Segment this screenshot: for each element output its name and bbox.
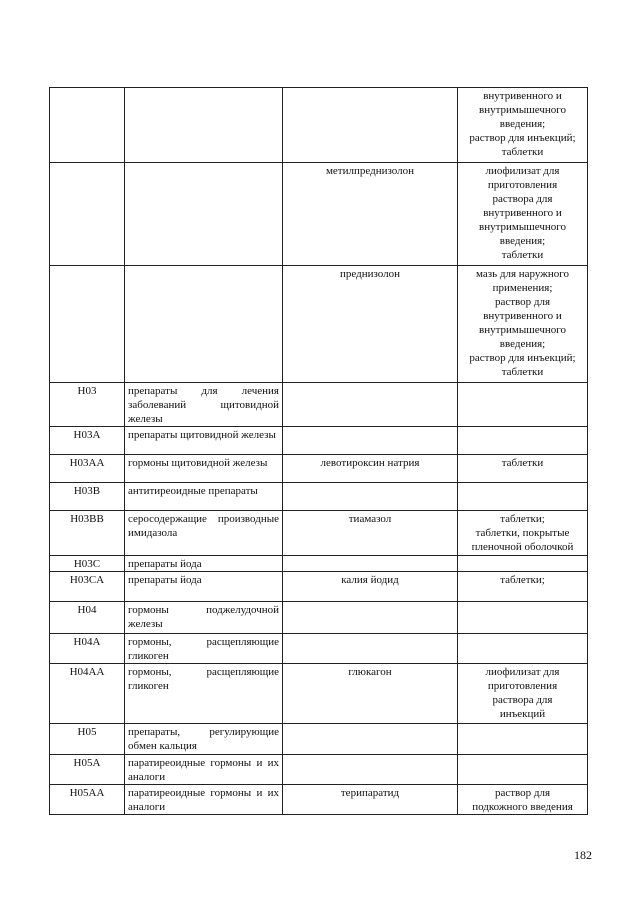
dosage-form-line: мазь для наружного xyxy=(476,268,569,280)
atc-code-cell: H05 xyxy=(50,724,125,755)
dosage-form-cell xyxy=(458,724,588,755)
group-name-cell xyxy=(125,88,283,163)
page-number: 182 xyxy=(574,848,592,862)
table-row xyxy=(50,634,588,664)
dosage-form-cell xyxy=(458,755,588,785)
atc-code-cell: H05A xyxy=(50,755,125,785)
dosage-form-cell xyxy=(458,664,588,724)
drug-name-cell: калия йодид xyxy=(283,572,458,602)
drug-name-cell xyxy=(283,483,458,511)
group-name-cell: препараты для лечения заболеваний щитовидной железы xyxy=(125,383,283,427)
drug-name-cell xyxy=(283,427,458,455)
group-name-cell: препараты щитовидной железы xyxy=(125,427,283,455)
dosage-form-cell xyxy=(458,483,588,511)
dosage-form-line: лиофилизат для xyxy=(485,666,560,678)
atc-code-cell: H03A xyxy=(50,427,125,455)
table-row xyxy=(50,163,588,266)
table-row xyxy=(50,724,588,755)
atc-code-cell xyxy=(50,266,125,383)
atc-code-cell: H04A xyxy=(50,634,125,664)
table-row xyxy=(50,427,588,455)
drug-name-cell: глюкагон xyxy=(283,664,458,724)
dosage-form-line: внутривенного и xyxy=(483,310,562,322)
dosage-form-cell xyxy=(458,634,588,664)
table-row xyxy=(50,88,588,163)
drug-name-cell xyxy=(283,383,458,427)
table-row xyxy=(50,383,588,427)
group-name-cell: паратиреоидные гормоны и их аналоги xyxy=(125,755,283,785)
group-name-cell: паратиреоидные гормоны и их аналоги xyxy=(125,785,283,815)
dosage-form-line: внутривенного и xyxy=(483,207,562,219)
drug-name-cell: преднизолон xyxy=(283,266,458,383)
drug-name-cell: тиамазол xyxy=(283,511,458,556)
dosage-form-cell xyxy=(458,266,588,383)
dosage-form-line: подкожного введения xyxy=(472,801,573,813)
atc-code-cell: H04 xyxy=(50,602,125,634)
drug-name-cell xyxy=(283,634,458,664)
table-row xyxy=(50,572,588,602)
dosage-form-cell xyxy=(458,572,588,602)
dosage-form-line: приготовления xyxy=(487,179,558,191)
group-name-cell: препараты йода xyxy=(125,556,283,572)
dosage-form-line: внутривенного и xyxy=(483,90,562,102)
group-name-cell: гормоны, расщепляющие гликоген xyxy=(125,664,283,724)
dosage-form-line: таблетки xyxy=(501,457,544,469)
group-name-cell: антитиреоидные препараты xyxy=(125,483,283,511)
dosage-form-line: внутримышечного xyxy=(479,324,566,336)
dosage-form-line: введения; xyxy=(499,338,546,350)
group-name-cell: препараты йода xyxy=(125,572,283,602)
table-row xyxy=(50,602,588,634)
drug-name-cell: метилпреднизолон xyxy=(283,163,458,266)
drug-name-cell xyxy=(283,556,458,572)
table-row xyxy=(50,511,588,556)
dosage-form-line: раствора для xyxy=(492,694,553,706)
table-row xyxy=(50,266,588,383)
dosage-form-cell xyxy=(458,785,588,815)
dosage-form-line: введения; xyxy=(499,118,546,130)
dosage-form-cell xyxy=(458,88,588,163)
atc-code-cell: H05AA xyxy=(50,785,125,815)
dosage-form-line: инъекций xyxy=(499,708,546,720)
dosage-form-line: раствора для xyxy=(492,193,553,205)
drug-table xyxy=(49,87,588,815)
dosage-form-cell xyxy=(458,383,588,427)
atc-code-cell xyxy=(50,163,125,266)
dosage-form-line: введения; xyxy=(499,235,546,247)
drug-table-body xyxy=(50,88,588,815)
drug-name-cell xyxy=(283,602,458,634)
table-row xyxy=(50,556,588,572)
dosage-form-line: внутримышечного xyxy=(479,104,566,116)
dosage-form-line: раствор для xyxy=(494,787,551,799)
dosage-form-cell xyxy=(458,602,588,634)
drug-name-cell xyxy=(283,724,458,755)
atc-code-cell: H03AA xyxy=(50,455,125,483)
atc-code-cell: H03 xyxy=(50,383,125,427)
group-name-cell: гормоны щитовидной железы xyxy=(125,455,283,483)
dosage-form-cell xyxy=(458,427,588,455)
table-row xyxy=(50,785,588,815)
drug-name-cell xyxy=(283,755,458,785)
atc-code-cell: H03BB xyxy=(50,511,125,556)
drug-name-cell xyxy=(283,88,458,163)
group-name-cell: гормоны поджелудочной железы xyxy=(125,602,283,634)
dosage-form-line: таблетки; xyxy=(500,513,545,525)
atc-code-cell: H03CA xyxy=(50,572,125,602)
atc-code-cell: H03B xyxy=(50,483,125,511)
drug-name-cell: левотироксин натрия xyxy=(283,455,458,483)
group-name-cell: гормоны, расщепляющие гликоген xyxy=(125,634,283,664)
dosage-form-line: таблетки xyxy=(501,366,544,378)
group-name-cell: серосодержащие производные имидазола xyxy=(125,511,283,556)
dosage-form-line: таблетки xyxy=(501,249,544,261)
dosage-form-cell xyxy=(458,556,588,572)
dosage-form-line: лиофилизат для xyxy=(485,165,560,177)
dosage-form-line: таблетки; xyxy=(500,574,545,586)
atc-code-cell xyxy=(50,88,125,163)
dosage-form-line: внутримышечного xyxy=(479,221,566,233)
atc-code-cell: H04AA xyxy=(50,664,125,724)
dosage-form-line: применения; xyxy=(492,282,553,294)
dosage-form-line: раствор для xyxy=(494,296,551,308)
table-row xyxy=(50,483,588,511)
table-row xyxy=(50,755,588,785)
dosage-form-cell xyxy=(458,455,588,483)
dosage-form-line: раствор для инъекций; xyxy=(469,132,576,144)
group-name-cell: препараты, регулирующие обмен кальция xyxy=(125,724,283,755)
dosage-form-line: раствор для инъекций; xyxy=(469,352,576,364)
drug-name-cell: терипаратид xyxy=(283,785,458,815)
dosage-form-line: приготовления xyxy=(487,680,558,692)
table-row xyxy=(50,664,588,724)
dosage-form-line: таблетки xyxy=(501,146,544,158)
dosage-form-line: таблетки, покрытые xyxy=(475,527,570,539)
dosage-form-cell xyxy=(458,163,588,266)
group-name-cell xyxy=(125,266,283,383)
dosage-form-line: пленочной оболочкой xyxy=(471,541,574,553)
table-row xyxy=(50,455,588,483)
group-name-cell xyxy=(125,163,283,266)
atc-code-cell: H03C xyxy=(50,556,125,572)
dosage-form-cell xyxy=(458,511,588,556)
